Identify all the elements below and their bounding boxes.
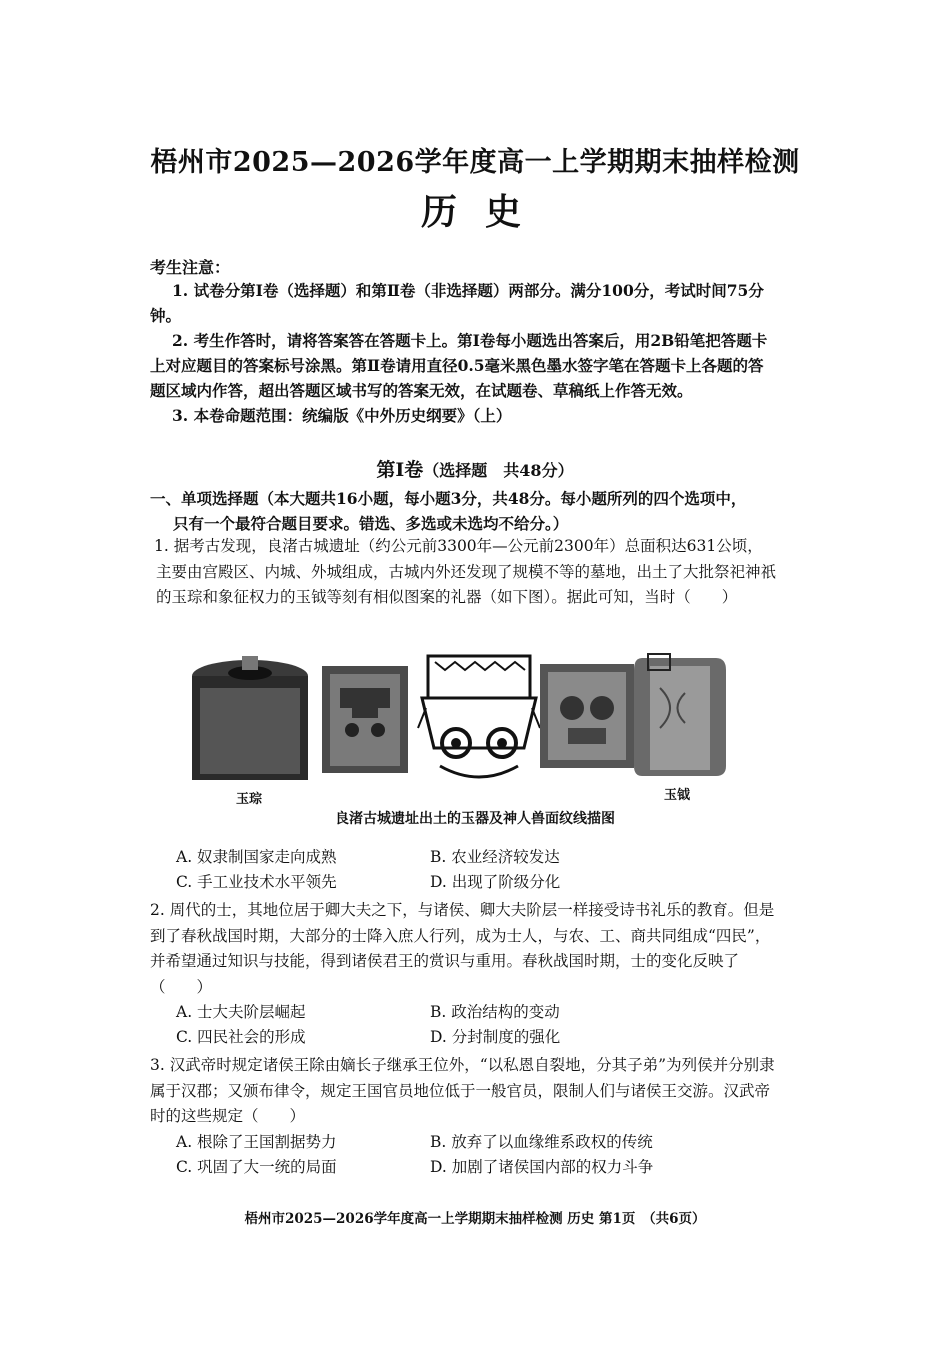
jade-yue-image bbox=[634, 654, 726, 776]
figure-label-cong: 玉琮 bbox=[236, 792, 263, 807]
notice-item: 3. 本卷命题范围：统编版《中外历史纲要》（上） bbox=[172, 406, 512, 425]
option-d: D. 出现了阶级分化 bbox=[430, 873, 561, 891]
option-b: B. 政治结构的变动 bbox=[430, 1003, 560, 1021]
exam-title: 梧州市2025—2026学年度高一上学期期末抽样检测 bbox=[150, 147, 800, 178]
notice-heading: 考生注意： bbox=[150, 258, 231, 277]
section-subtitle: （选择题 共48分） bbox=[423, 461, 574, 480]
figure-caption: 良渚古城遗址出土的玉器及神人兽面纹线描图 bbox=[335, 811, 615, 827]
jade-artifacts-figure bbox=[190, 648, 730, 793]
yue-carving-image bbox=[540, 664, 634, 768]
option-b: B. 农业经济较发达 bbox=[430, 848, 560, 866]
option-a: A. 根除了王国割据势力 bbox=[176, 1133, 337, 1151]
jade-cong-image bbox=[192, 656, 308, 780]
question-3-options bbox=[176, 1130, 736, 1180]
part-heading bbox=[150, 486, 780, 536]
question-3-stem: 3. 汉武帝时规定诸侯王除由嫡长子继承王位外，“以私恩自裂地，分其子弟”为列侯并分别隶属于汉郡；又颁布律令，规定王国官员地位低于一般官员，限制人们与诸侯王交游。汉武帝时的这些规定（ ） bbox=[150, 1056, 775, 1125]
page-footer: 梧州市2025—2026学年度高一上学期期末抽样检测 历史 第1页 （共6页） bbox=[244, 1211, 706, 1227]
option-c: C. 巩固了大一统的局面 bbox=[176, 1158, 337, 1176]
option-b: B. 放弃了以血缘维系政权的传统 bbox=[430, 1133, 653, 1151]
option-a: A. 士大夫阶层崛起 bbox=[176, 1003, 306, 1021]
notice-list bbox=[150, 278, 770, 428]
notice-item: 2. 考生作答时，请将答案答在答题卡上。第Ⅰ卷每小题选出答案后，用2B铅笔把答题卡上对应题目的答案标号涂黑。第Ⅱ卷请用直径0.5毫米黑色墨水签字笔在答题卡上各题的答题区域内作答，超出答题区域书写的答案无效，在试题卷、草稿纸上作答无效。 bbox=[150, 331, 768, 400]
section-name: 第Ⅰ卷 bbox=[376, 459, 424, 481]
option-c: C. 手工业技术水平领先 bbox=[176, 873, 337, 891]
part-heading-line1: 一、单项选择题（本大题共16小题，每小题3分，共48分。每小题所列的四个选项中， bbox=[150, 489, 747, 508]
cong-carving-image bbox=[322, 666, 408, 773]
notice-item: 1. 试卷分第Ⅰ卷（选择题）和第Ⅱ卷（非选择题）两部分。满分100分，考试时间75分钟。 bbox=[150, 281, 764, 325]
option-c: C. 四民社会的形成 bbox=[176, 1028, 306, 1046]
subject-title: 历史 bbox=[420, 191, 549, 233]
question-2-options bbox=[176, 1000, 736, 1050]
section-title bbox=[0, 455, 950, 482]
deity-mask-drawing bbox=[418, 656, 540, 777]
option-d: D. 分封制度的强化 bbox=[430, 1028, 561, 1046]
figure-label-yue: 玉钺 bbox=[664, 788, 691, 803]
option-d: D. 加剧了诸侯国内部的权力斗争 bbox=[430, 1158, 654, 1176]
option-a: A. 奴隶制国家走向成熟 bbox=[176, 848, 337, 866]
question-1-options bbox=[176, 845, 736, 895]
question-2-stem: 2. 周代的士，其地位居于卿大夫之下，与诸侯、卿大夫阶层一样接受诗书礼乐的教育。但是到了春秋战国时期，大部分的士降入庶人行列，成为士人，与农、工、商共同组成“四民”，并希望通过知识与技能，得到诸侯君王的赏识与重用。春秋战国时期，士的变化反映了（ ） bbox=[150, 901, 775, 996]
part-heading-line2: 只有一个最符合题目要求。错选、多选或未选均不给分。） bbox=[173, 514, 569, 533]
question-1-stem: 1. 据考古发现，良渚古城遗址（约公元前3300年—公元前2300年）总面积达631公顷，主要由宫殿区、内城、外城组成，古城内外还发现了规模不等的墓地，出土了大批祭祀神祇的玉琮和象征权力的玉钺等刻有相似图案的礼器（如下图）。据此可知，当时（ ） bbox=[154, 537, 777, 606]
